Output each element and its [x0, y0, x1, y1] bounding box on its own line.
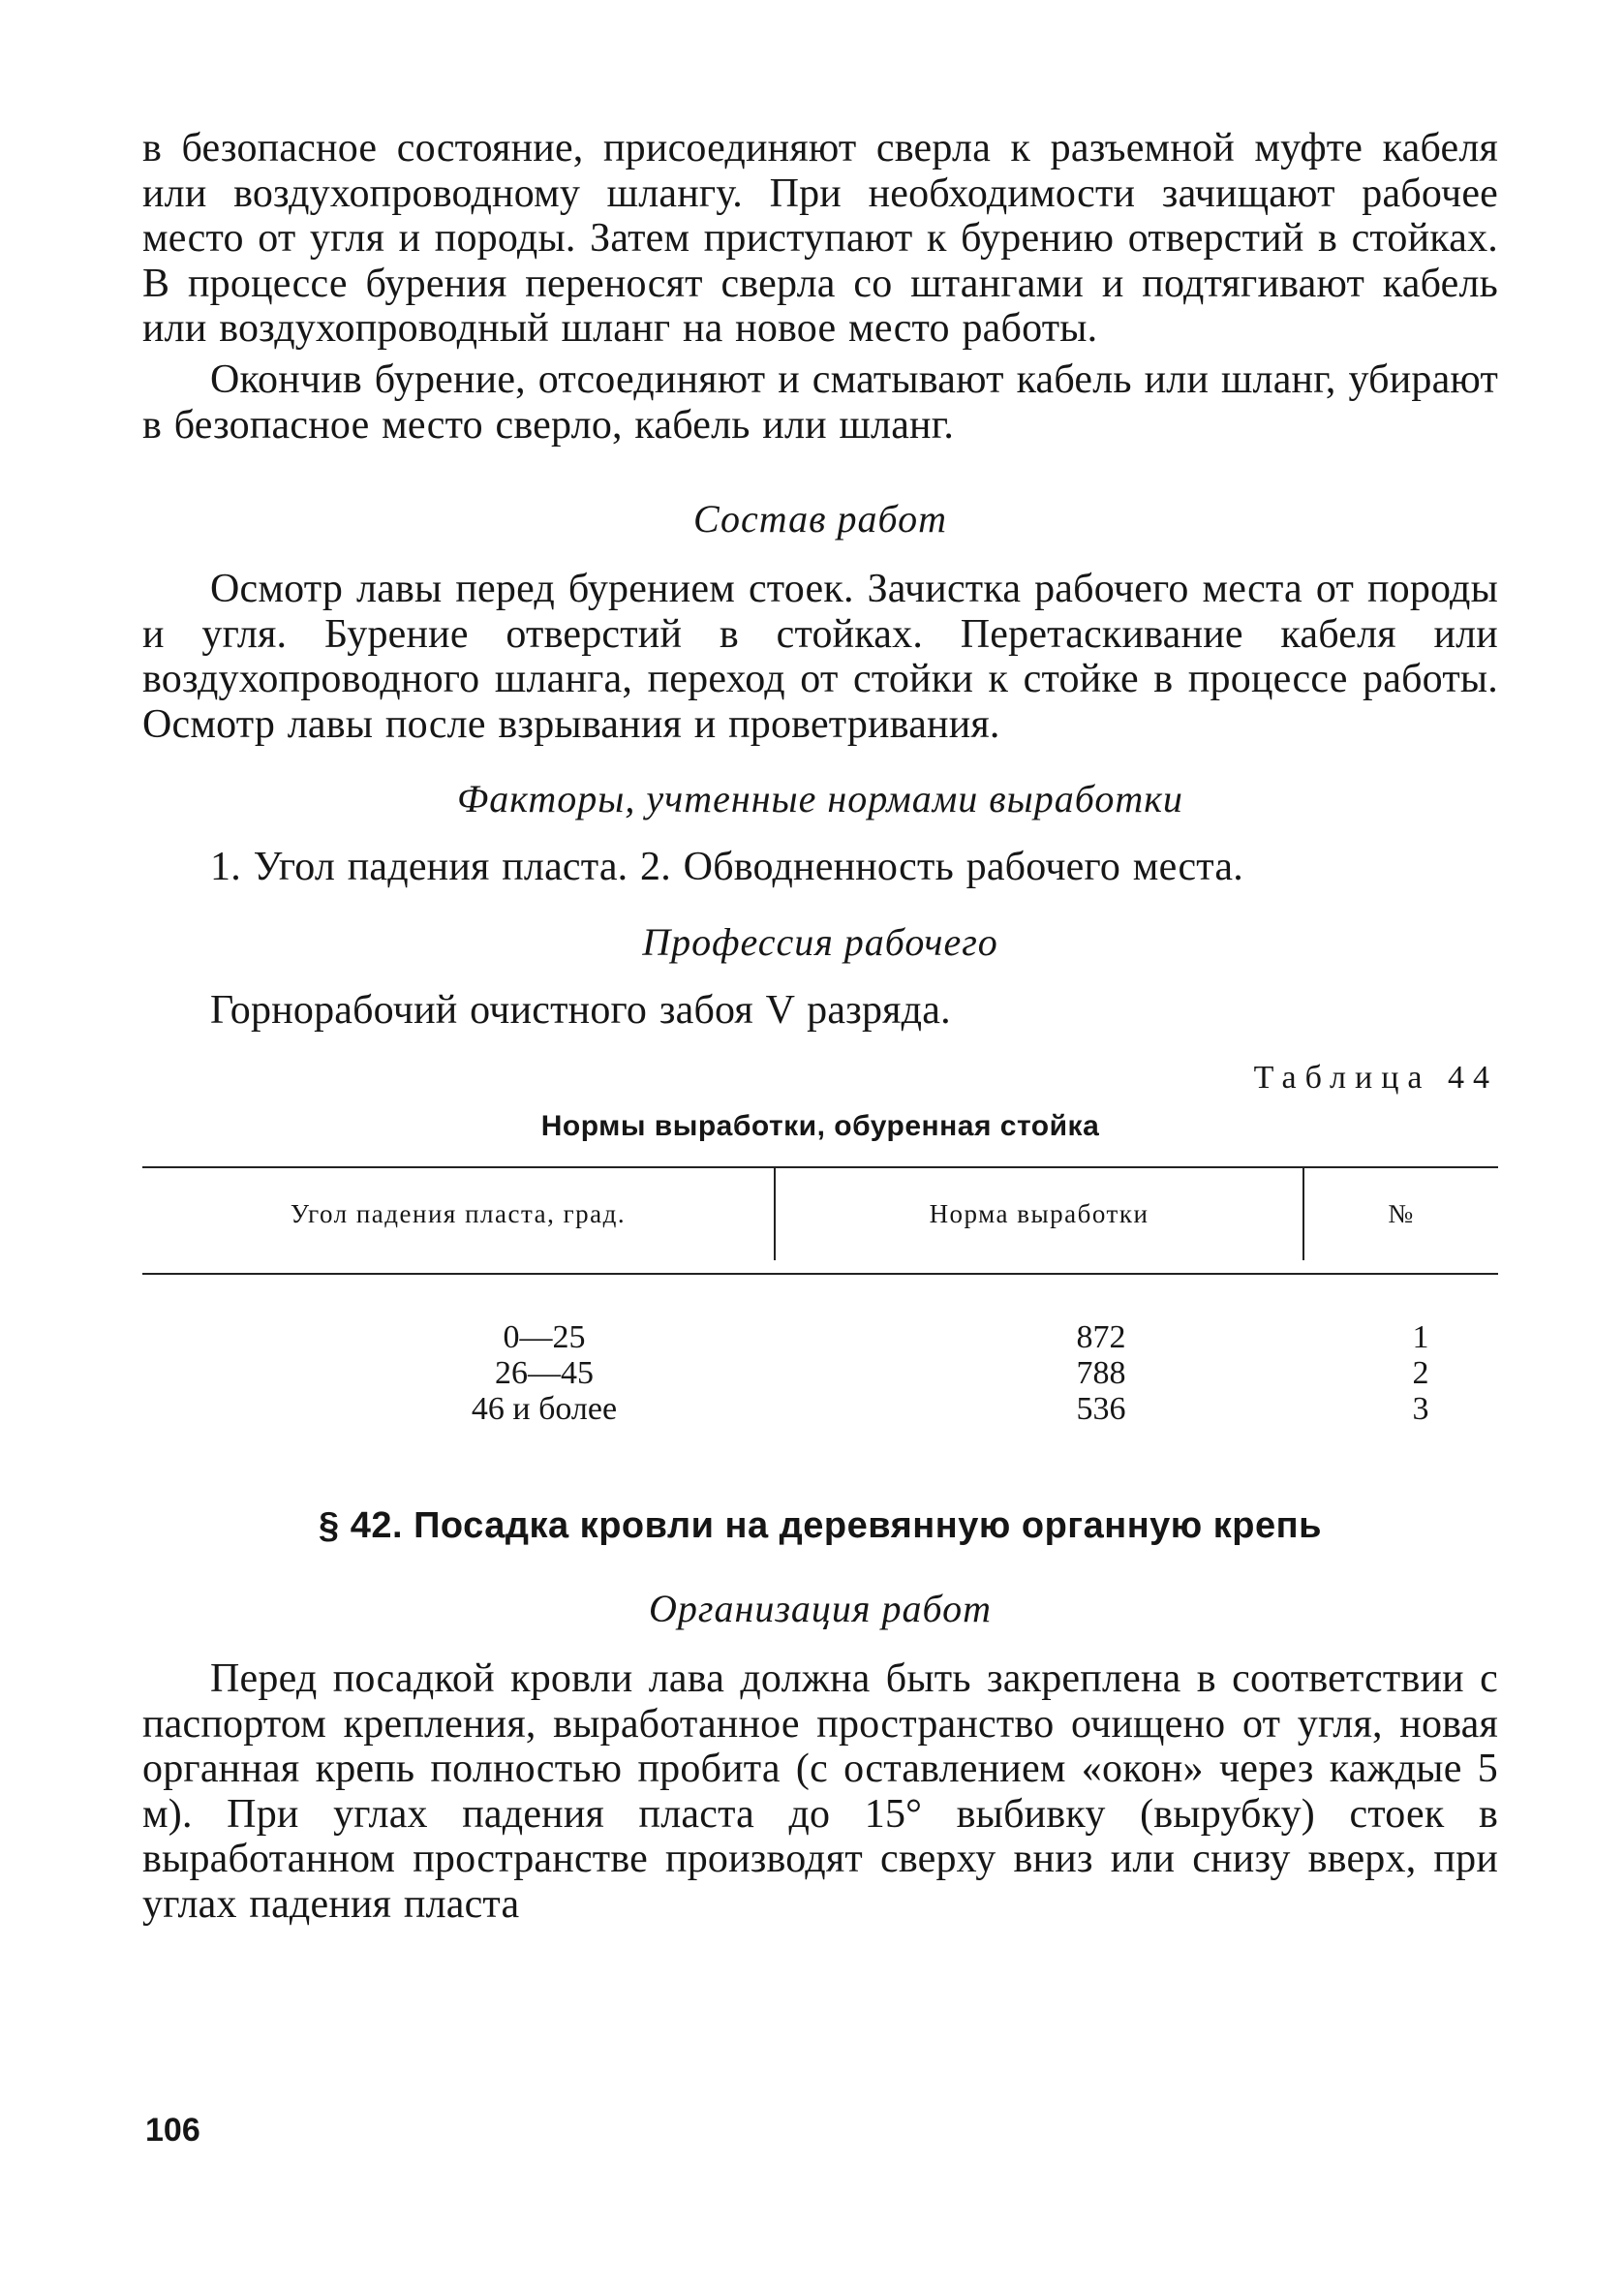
table-top-rule: [142, 1166, 1498, 1168]
page-number: 106: [145, 2112, 200, 2149]
table-header-angle: Угол падения пласта, град.: [290, 1199, 627, 1228]
factors-text: 1. Угол падения пласта. 2. Обводненность рабочего места.: [210, 845, 1243, 889]
intro-paragraph-1: в безопасное состояние, присоединяют сверла к разъемной муфте кабеля или воздухопроводному шлангу. При необходимости зачищают рабочее место от угля и породы. Затем приступают к бурению отверстий в стойках. В процессе бурения переносят сверла со штангами и подтягивают кабель или воздухопроводный шланг на новое место работы.: [142, 126, 1498, 351]
factors-heading: Факторы, учтенные нормами выработки: [457, 777, 1183, 820]
table-title: Нормы выработки, обуренная стойка: [540, 1110, 1100, 1142]
document-page: [142, 126, 1498, 1927]
composition-text: Осмотр лавы перед бурением стоек. Зачистка рабочего места от породы и угля. Бурение отверстий в стойках. Перетаскивание кабеля или воздухопроводного шланга, переход от стойки к стойке в процессе работы. Осмотр лавы после взрывания и проветривания.: [142, 567, 1498, 747]
table-number-label: Таблица 44: [1253, 1060, 1498, 1096]
table-header-norm: Норма выработки: [929, 1199, 1149, 1228]
section-42-heading: § 42. Посадка кровли на деревянную органную крепь: [319, 1505, 1322, 1546]
table-cell-angle-3: 46 и более: [471, 1391, 618, 1427]
norms-table: [142, 1166, 1498, 1428]
table-cell-norm-1: 872: [1076, 1319, 1126, 1355]
table-cell-angle-2: 26—45: [495, 1355, 594, 1391]
table-header-rule: [142, 1273, 1498, 1275]
composition-heading: Состав работ: [693, 497, 947, 541]
profession-text: Горнорабочий очистного забоя V разряда.: [210, 987, 951, 1033]
profession-heading: Профессия рабочего: [642, 919, 998, 964]
table-cell-norm-2: 788: [1076, 1355, 1126, 1391]
table-cell-angle-1: 0—25: [503, 1319, 586, 1355]
table-cell-norm-3: 536: [1076, 1391, 1126, 1427]
section-42-text: Перед посадкой кровли лава должна быть закреплена в соответствии с паспортом крепления, выработанное пространство очищено от угля, новая органная крепь полностью пробита (с оставлением «окон» через каждые 5 м). При углах падения пласта до 15° выбивку (вырубку) стоек в выработанном пространстве производят сверху вниз или снизу вверх, при углах падения пласта: [142, 1656, 1498, 1927]
table-cell-num-3: 3: [1412, 1391, 1429, 1427]
table-cell-num-2: 2: [1412, 1355, 1429, 1391]
table-cell-num-1: 1: [1412, 1319, 1429, 1355]
section-42-subheading: Организация работ: [648, 1587, 992, 1630]
intro-paragraph-2: Окончив бурение, отсоединяют и сматывают кабель или шланг, убирают в безопасное место сверло, кабель или шланг.: [142, 357, 1498, 448]
table-header-num: №: [1388, 1199, 1415, 1228]
